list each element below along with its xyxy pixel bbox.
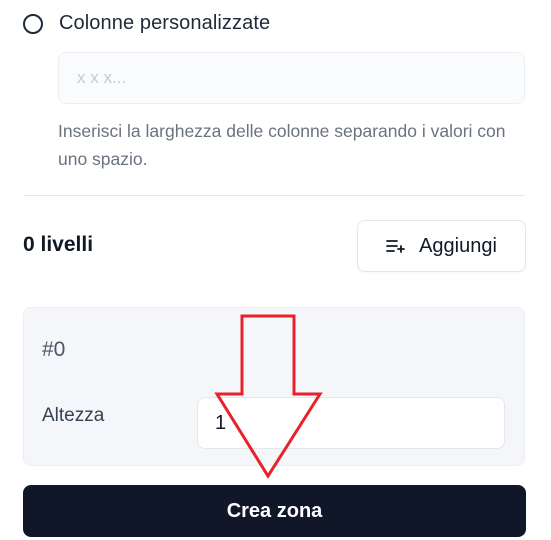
level-id: #0: [42, 338, 66, 361]
column-widths-input[interactable]: [58, 52, 525, 104]
add-level-label: Aggiungi: [419, 234, 497, 257]
create-zone-label: Crea zona: [226, 499, 323, 522]
custom-columns-radio[interactable]: [23, 14, 43, 34]
custom-columns-option[interactable]: [23, 12, 270, 35]
column-widths-help-text: Inserisci la larghezza delle colonne separando i valori con uno spazio.: [58, 121, 506, 169]
list-add-icon: [386, 238, 406, 254]
levels-count-title: 0 livelli: [23, 233, 94, 256]
section-divider: [23, 195, 525, 196]
custom-columns-label: Colonne personalizzate: [59, 12, 271, 34]
level-height-label: Altezza: [42, 405, 105, 426]
level-height-input[interactable]: [197, 397, 505, 449]
create-zone-button[interactable]: [23, 485, 526, 537]
add-level-button[interactable]: [357, 220, 526, 272]
